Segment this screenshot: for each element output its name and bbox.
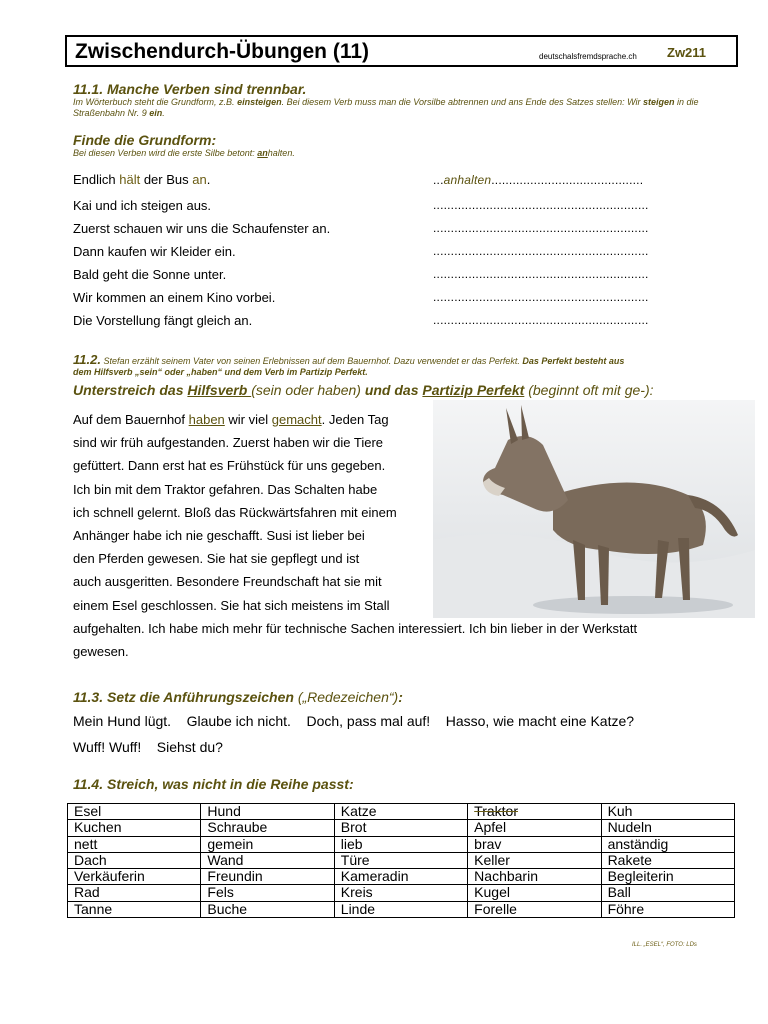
story-line: aufgehalten. Ich habe mich mehr für technische Sachen interessiert. Ich bin lieber in der Werkstatt xyxy=(73,620,638,636)
word-cell[interactable]: Nachbarin xyxy=(468,869,601,885)
ex1-hint: Bei diesen Verben wird die erste Silbe betont: anhalten. xyxy=(73,148,295,158)
word-cell[interactable]: nett xyxy=(68,836,201,852)
story-line: Anhänger habe ich nie geschafft. Susi ist lieber bei xyxy=(73,528,365,544)
ex3-line-2: Wuff! Wuff! Siehst du? xyxy=(73,739,223,755)
sentence: Kai und ich steigen aus. xyxy=(73,198,212,213)
table-row xyxy=(68,804,735,820)
word-cell[interactable]: Türe xyxy=(334,852,467,868)
word-cell[interactable]: Brot xyxy=(334,820,467,836)
word-cell[interactable]: Kuchen xyxy=(68,820,201,836)
word-cell[interactable]: Föhre xyxy=(601,901,734,917)
word-cell[interactable]: Schraube xyxy=(201,820,334,836)
word-cell[interactable]: Traktor xyxy=(468,804,601,820)
word-cell[interactable]: Katze xyxy=(334,804,467,820)
word-cell[interactable]: Keller xyxy=(468,852,601,868)
ex3-heading: 11.3. Setz die Anführungszeichen („Redezeichen“): xyxy=(73,689,403,705)
word-rows-table xyxy=(67,803,735,918)
story-text xyxy=(73,408,637,663)
ex1-heading: 11.1. Manche Verben sind trennbar. xyxy=(73,81,307,97)
word-cell[interactable]: Fels xyxy=(201,885,334,901)
sentence: Bald geht die Sonne unter. xyxy=(73,267,227,282)
word-cell[interactable]: Forelle xyxy=(468,901,601,917)
answer-line[interactable]: ............................................................. xyxy=(433,290,649,304)
example-answer: ...anhalten........................................... xyxy=(433,173,644,187)
word-cell[interactable]: gemein xyxy=(201,836,334,852)
word-cell[interactable]: Freundin xyxy=(201,869,334,885)
word-cell[interactable]: Kameradin xyxy=(334,869,467,885)
page-title: Zwischendurch-Übungen (11) xyxy=(75,40,370,63)
word-cell[interactable]: Buche xyxy=(201,901,334,917)
word-cell[interactable]: brav xyxy=(468,836,601,852)
table-row xyxy=(68,852,735,868)
word-cell[interactable]: lieb xyxy=(334,836,467,852)
ex4-heading: 11.4. Streich, was nicht in die Reihe passt: xyxy=(73,776,354,792)
site-name: deutschalsfremdsprache.ch xyxy=(539,52,637,61)
word-cell[interactable]: Esel xyxy=(68,804,201,820)
word-cell[interactable]: Kuh xyxy=(601,804,734,820)
word-cell[interactable]: Tanne xyxy=(68,901,201,917)
story-line: gefüttert. Dann erst hat es Frühstück für uns gegeben. xyxy=(73,458,386,474)
answer-line[interactable]: ............................................................. xyxy=(433,313,649,327)
answer-line[interactable]: ............................................................. xyxy=(433,244,649,258)
story-line: sind wir früh aufgestanden. Zuerst haben wir die Tiere xyxy=(73,435,384,451)
worksheet-code: Zw211 xyxy=(667,45,707,60)
sentence: Dann kaufen wir Kleider ein. xyxy=(73,244,236,259)
story-line: auch ausgeritten. Besondere Freundschaft hat sie mit xyxy=(73,574,382,590)
table-row xyxy=(68,836,735,852)
ex2-task: Unterstreich das Hilfsverb (sein oder haben) und das Partizip Perfekt (beginnt oft mit ge-): xyxy=(73,382,654,398)
word-cell[interactable]: Nudeln xyxy=(601,820,734,836)
table-row xyxy=(68,901,735,917)
answer-line[interactable]: ............................................................. xyxy=(433,221,649,235)
story-line: den Pferden gewesen. Sie hat sie gepflegt und ist xyxy=(73,551,360,567)
example-sentence: Endlich hält der Bus an. xyxy=(73,172,211,187)
story-line: Auf dem Bauernhof haben wir viel gemacht. Jeden Tag xyxy=(73,412,389,427)
word-cell[interactable]: Begleiterin xyxy=(601,869,734,885)
sentence: Die Vorstellung fängt gleich an. xyxy=(73,313,253,328)
story-line: gewesen. xyxy=(73,644,129,660)
ex2-intro: 11.2. Stefan erzählt seinem Vater von seinen Erlebnissen auf dem Bauernhof. Dazu verwendet er das Perfekt. Das Perfekt besteht aus dem Hilfsverb „sein“ oder „haben“ und dem Verb im Partizip Perfekt. xyxy=(73,352,625,377)
photo-credit: ILL. „ESEL“, FOTO: LDs xyxy=(632,942,697,948)
word-cell[interactable]: anständig xyxy=(601,836,734,852)
word-cell[interactable]: Hund xyxy=(201,804,334,820)
sentence: Zuerst schauen wir uns die Schaufenster an. xyxy=(73,221,331,236)
word-cell[interactable]: Verkäuferin xyxy=(68,869,201,885)
story-line: Ich bin mit dem Traktor gefahren. Das Schalten habe xyxy=(73,481,378,497)
word-cell[interactable]: Wand xyxy=(201,852,334,868)
story-line: einem Esel geschlossen. Sie hat sich meistens im Stall xyxy=(73,597,390,613)
word-cell[interactable]: Rakete xyxy=(601,852,734,868)
ex3-line-1: Mein Hund lügt. Glaube ich nicht. Doch, pass mal auf! Hasso, wie macht eine Katze? xyxy=(73,713,635,729)
answer-line[interactable]: ............................................................. xyxy=(433,267,649,281)
word-cell[interactable]: Rad xyxy=(68,885,201,901)
ex1-task: Finde die Grundform: xyxy=(73,132,217,148)
word-cell[interactable]: Kreis xyxy=(334,885,467,901)
table-row xyxy=(68,820,735,836)
header-box xyxy=(65,35,738,67)
word-cell[interactable]: Ball xyxy=(601,885,734,901)
sentence: Wir kommen an einem Kino vorbei. xyxy=(73,290,276,305)
table-row xyxy=(68,885,735,901)
ex1-intro: Im Wörterbuch steht die Grundform, z.B. einsteigen. Bei diesem Verb muss man die Vorsilbe abtrennen und ans Ende des Satzes stellen: Wir steigen in die Straßenbahn Nr. 9 ein. xyxy=(73,97,699,118)
word-cell[interactable]: Linde xyxy=(334,901,467,917)
word-cell[interactable]: Kugel xyxy=(468,885,601,901)
answer-line[interactable]: ............................................................. xyxy=(433,198,649,212)
table-row xyxy=(68,869,735,885)
word-cell[interactable]: Apfel xyxy=(468,820,601,836)
story-line: ich schnell gelernt. Bloß das Rückwärtsfahren mit einem xyxy=(73,504,397,520)
word-cell[interactable]: Dach xyxy=(68,852,201,868)
